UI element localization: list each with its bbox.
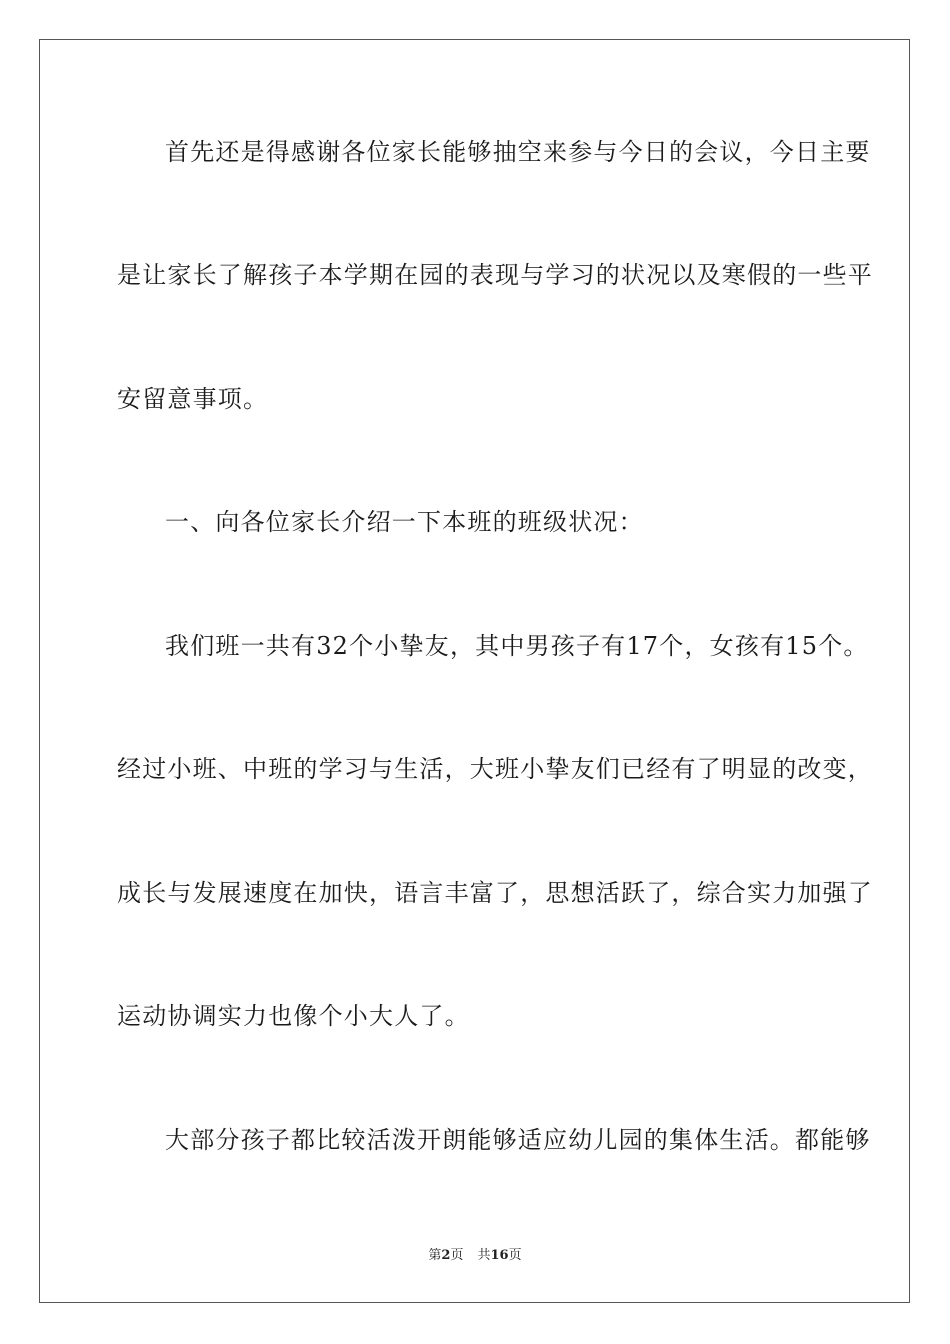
- footer-page-prefix: 第: [428, 1248, 442, 1263]
- page-border: [39, 39, 910, 1303]
- paragraph-line-8: 运动协调实力也像个小大人了。: [117, 1002, 470, 1030]
- paragraph-line-3: 安留意事项。: [117, 385, 269, 413]
- paragraph-line-6: 经过小班、中班的学习与生活，大班小挚友们已经有了明显的改变，: [117, 755, 873, 783]
- footer-total-prefix: 共: [477, 1248, 491, 1263]
- footer-page-current: 2: [441, 1248, 451, 1263]
- footer-page-total: 16: [490, 1248, 509, 1263]
- footer-page-suffix: 页: [450, 1248, 464, 1263]
- footer-total-suffix: 页: [508, 1248, 522, 1263]
- paragraph-line-7: 成长与发展速度在加快，语言丰富了，思想活跃了，综合实力加强了: [117, 879, 873, 907]
- page-footer: [0, 1247, 950, 1265]
- paragraph-line-5: 我们班一共有32个小挚友，其中男孩子有17个，女孩有15个。: [165, 632, 869, 660]
- section-heading-class-overview: 一、向各位家长介绍一下本班的班级状况：: [165, 508, 644, 536]
- paragraph-line-2: 是让家长了解孩子本学期在园的表现与学习的状况以及寒假的一些平: [117, 261, 873, 289]
- paragraph-line-1: 首先还是得感谢各位家长能够抽空来参与今日的会议，今日主要: [165, 138, 871, 166]
- paragraph-line-9: 大部分孩子都比较活泼开朗能够适应幼儿园的集体生活。都能够: [165, 1126, 871, 1154]
